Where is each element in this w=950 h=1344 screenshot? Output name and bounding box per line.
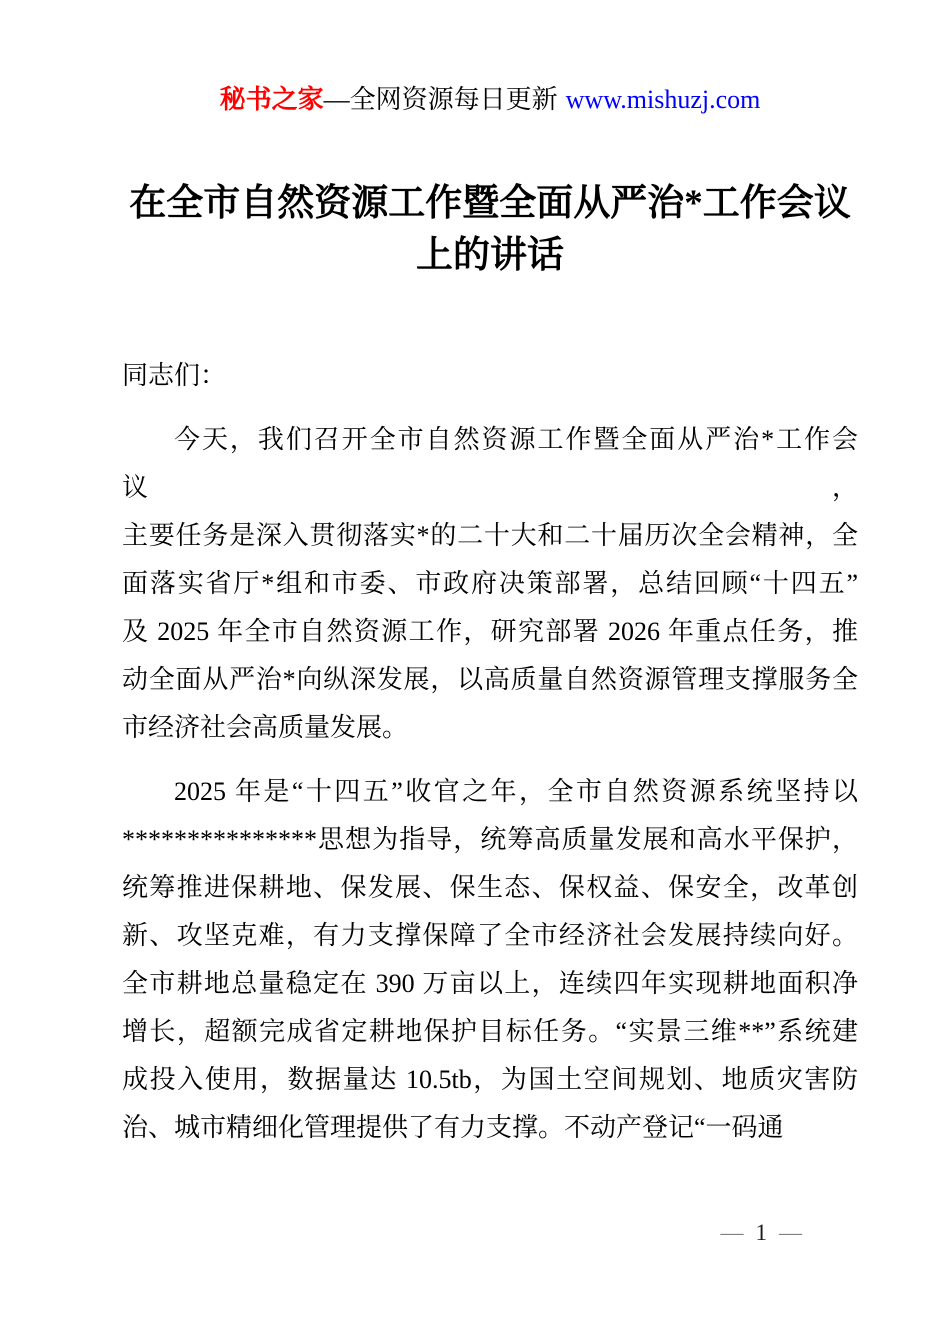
text-line: 同志们： bbox=[122, 361, 227, 390]
text-line: 新、攻坚克难，有力支撑保障了全市经济社会发展持续向好。 bbox=[122, 921, 858, 950]
text-line: 主要任务是深入贯彻落实*的二十大和二十届历次全会精神，全 bbox=[122, 521, 858, 550]
document-title bbox=[122, 178, 858, 282]
site-brand: 秘书之家 bbox=[219, 85, 324, 114]
document-title-line-1: 在全市自然资源工作暨全面从严治*工作会议 bbox=[129, 183, 851, 224]
text-line: 今天，我们召开全市自然资源工作暨全面从严治*工作会议， bbox=[122, 425, 858, 502]
page-number-dash-right: — bbox=[779, 1220, 802, 1245]
text-line: 动全面从严治*向纵深发展，以高质量自然资源管理支撑服务全 bbox=[122, 665, 858, 694]
paragraph bbox=[122, 768, 858, 1152]
document-body bbox=[122, 352, 858, 1152]
text-line: 治、城市精细化管理提供了有力支撑。不动产登记“一码通 bbox=[122, 1113, 784, 1142]
text-line: 市经济社会高质量发展。 bbox=[122, 713, 409, 742]
site-url-link[interactable]: www.mishuzj.com bbox=[565, 85, 761, 114]
page-number-value: 1 bbox=[755, 1220, 767, 1245]
paragraph bbox=[122, 352, 858, 400]
site-header bbox=[122, 0, 858, 116]
text-line: ***************思想为指导，统筹高质量发展和高水平保护， bbox=[122, 825, 858, 854]
text-line: 面落实省厅*组和市委、市政府决策部署，总结回顾“十四五” bbox=[122, 569, 858, 598]
text-line: 统筹推进保耕地、保发展、保生态、保权益、保安全，改革创 bbox=[122, 873, 858, 902]
page-number-dash-left: — bbox=[720, 1220, 744, 1245]
document-content bbox=[122, 0, 858, 1152]
paragraph bbox=[122, 416, 858, 752]
page-number bbox=[721, 1218, 803, 1248]
document-title-line-2: 上的讲话 bbox=[416, 235, 564, 276]
text-line: 成投入使用，数据量达 10.5tb，为国土空间规划、地质灾害防 bbox=[122, 1065, 858, 1094]
text-line: 增长，超额完成省定耕地保护目标任务。“实景三维**”系统建 bbox=[122, 1017, 858, 1046]
site-tagline: —全网资源每日更新 bbox=[323, 85, 558, 114]
text-line: 及 2025 年全市自然资源工作，研究部署 2026 年重点任务，推 bbox=[122, 617, 858, 646]
text-line: 2025 年是“十四五”收官之年，全市自然资源系统坚持以 bbox=[174, 777, 858, 806]
text-line: 全市耕地总量稳定在 390 万亩以上，连续四年实现耕地面积净 bbox=[122, 969, 858, 998]
